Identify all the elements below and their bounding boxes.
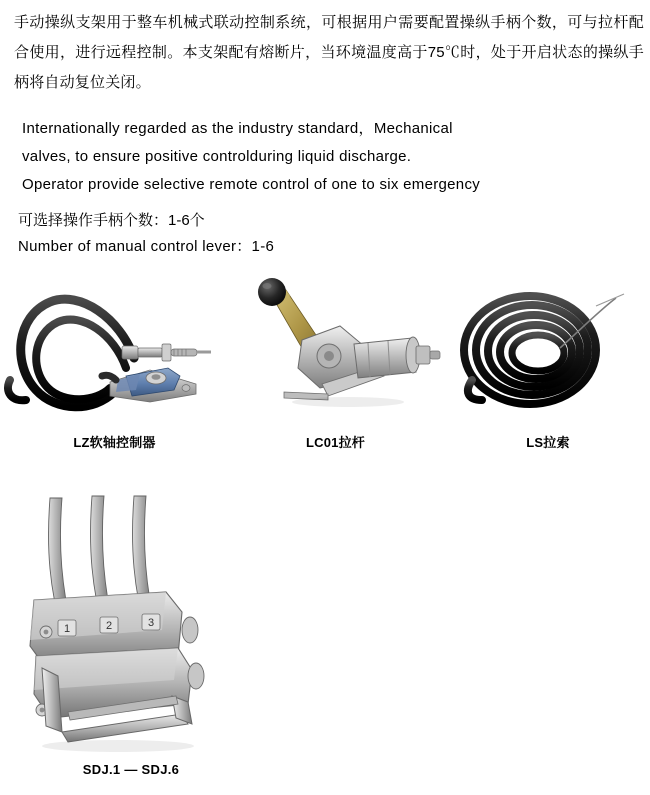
product-item-ls [448,272,648,462]
pull-rod-lever-icon [228,272,443,427]
english-line-1: Internationally regarded as the industry standard，Mechanical [22,120,453,137]
cable-controller-icon [2,272,227,427]
product-caption-lc01: LC01拉杆 [306,435,365,450]
svg-text:2: 2 [105,620,113,632]
lever-count-block [18,208,628,260]
product-caption-sdj: SDJ.1 — SDJ.6 [82,762,180,777]
product-caption-ls: LS拉索 [526,435,570,450]
svg-text:3: 3 [147,617,155,629]
english-line-2: valves, to ensure positive controlduring liquid discharge. [22,148,412,165]
lever-count-chinese: 可选择操作手柄个数：1-6个 [18,212,205,229]
product-item-sdj [6,480,256,780]
coiled-cable-icon [448,272,648,427]
chinese-description-paragraph: 手动操纵支架用于整车机械式联动控制系统，可根据用户需要配置操纵手柄个数，可与拉杆配合使用，进行远程控制。本支架配有熔断片，当环境温度高于75℃时，处于开启状态的操纵手柄将自动复位关闭。 [14,14,644,91]
multi-lever-bracket-icon [6,480,256,740]
english-description-block [22,115,632,199]
lever-count-english: Number of manual control lever：1-6 [18,238,275,255]
product-item-lc01 [228,272,443,462]
english-line-3: Operator provide selective remote control of one to six emergency [22,176,481,193]
product-item-lz [2,272,227,462]
svg-text:1: 1 [63,623,71,635]
product-caption-lz: LZ软轴控制器 [73,435,156,450]
product-image-row [0,272,650,462]
